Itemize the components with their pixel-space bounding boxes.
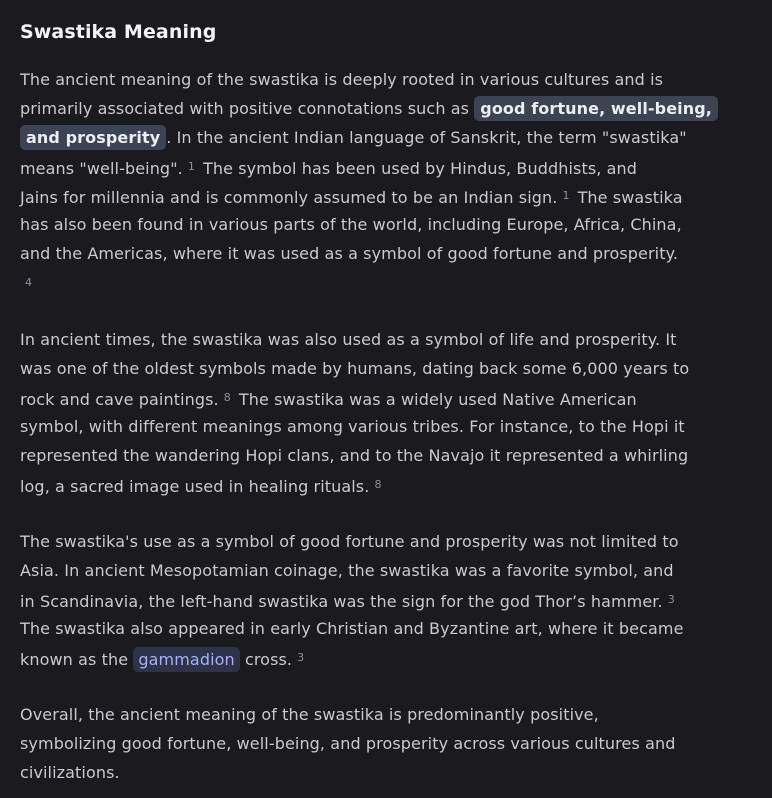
text-segment: log, a sacred image used in healing rituals. xyxy=(20,477,370,496)
text-segment: symbol, with different meanings among various tribes. For instance, to the Hopi it xyxy=(20,417,685,436)
citation-link[interactable]: 3 xyxy=(667,593,675,606)
text-segment: Overall, the ancient meaning of the swastika is predominantly positive, xyxy=(20,705,599,724)
article-body xyxy=(20,65,752,787)
text-line xyxy=(20,614,752,643)
text-segment: The swastika was a widely used Native American xyxy=(238,390,637,409)
text-segment: symbolizing good fortune, well-being, and prosperity across various cultures and xyxy=(20,734,676,753)
citation-link[interactable]: 8 xyxy=(223,391,231,404)
text-segment: civilizations. xyxy=(20,763,120,782)
text-segment: rock and cave paintings. xyxy=(20,390,219,409)
paragraph xyxy=(20,527,752,672)
text-segment: and the Americas, where it was used as a symbol of good fortune and prosperity. xyxy=(20,244,679,263)
text-line xyxy=(20,210,752,239)
text-line xyxy=(20,729,752,758)
text-segment: cross. xyxy=(239,650,293,669)
text-segment: in Scandinavia, the left-hand swastika was the sign for the god Thor’s hammer. xyxy=(20,592,663,611)
page-title: Swastika Meaning xyxy=(20,21,217,43)
text-segment: known as the xyxy=(20,650,134,669)
text-line xyxy=(20,556,752,585)
text-line xyxy=(20,700,752,729)
text-line xyxy=(20,585,752,614)
text-segment: has also been found in various parts of the world, including Europe, Africa, China, xyxy=(20,215,682,234)
paragraph xyxy=(20,65,752,297)
citation-link[interactable]: 3 xyxy=(297,651,305,664)
text-segment: represented the wandering Hopi clans, and to the Navajo it represented a whirling xyxy=(20,446,689,465)
text-line xyxy=(20,123,752,152)
text-line xyxy=(20,643,752,672)
text-segment: was one of the oldest symbols made by humans, dating back some 6,000 years to xyxy=(20,359,690,378)
text-segment: . In the ancient Indian language of Sanskrit, the term "swastika" xyxy=(166,128,687,147)
text-line xyxy=(20,268,752,297)
text-line xyxy=(20,412,752,441)
text-segment: primarily associated with positive connotations such as xyxy=(20,99,475,118)
text-line xyxy=(20,152,752,181)
text-segment: The ancient meaning of the swastika is deeply rooted in various cultures and is xyxy=(20,70,664,89)
text-segment: In ancient times, the swastika was also used as a symbol of life and prosperity. It xyxy=(20,330,677,349)
text-line xyxy=(20,441,752,470)
citation-link[interactable]: 1 xyxy=(562,189,570,202)
text-line xyxy=(20,527,752,556)
citation-link[interactable]: 8 xyxy=(374,478,382,491)
text-segment: Jains for millennia and is commonly assumed to be an Indian sign. xyxy=(20,188,558,207)
text-line xyxy=(20,383,752,412)
highlighted-phrase: good fortune, well-being, xyxy=(474,96,718,121)
text-line xyxy=(20,94,752,123)
text-segment: The swastika also appeared in early Christian and Byzantine art, where it became xyxy=(20,619,684,638)
text-line xyxy=(20,325,752,354)
text-line xyxy=(20,239,752,268)
paragraph xyxy=(20,325,752,499)
text-segment: means "well-being". xyxy=(20,159,183,178)
text-line xyxy=(20,65,752,94)
citation-link[interactable]: 4 xyxy=(25,276,33,289)
text-line xyxy=(20,354,752,383)
text-segment: The swastika xyxy=(577,188,683,207)
text-segment: Asia. In ancient Mesopotamian coinage, the swastika was a favorite symbol, and xyxy=(20,561,674,580)
text-line xyxy=(20,181,752,210)
text-segment: The swastika's use as a symbol of good fortune and prosperity was not limited to xyxy=(20,532,679,551)
citation-link[interactable]: 1 xyxy=(187,160,195,173)
highlighted-phrase: and prosperity xyxy=(20,125,166,150)
paragraph xyxy=(20,700,752,787)
text-line xyxy=(20,758,752,787)
text-segment: The symbol has been used by Hindus, Buddhists, and xyxy=(202,159,638,178)
entity-link[interactable]: gammadion xyxy=(133,647,239,672)
text-line xyxy=(20,470,752,499)
